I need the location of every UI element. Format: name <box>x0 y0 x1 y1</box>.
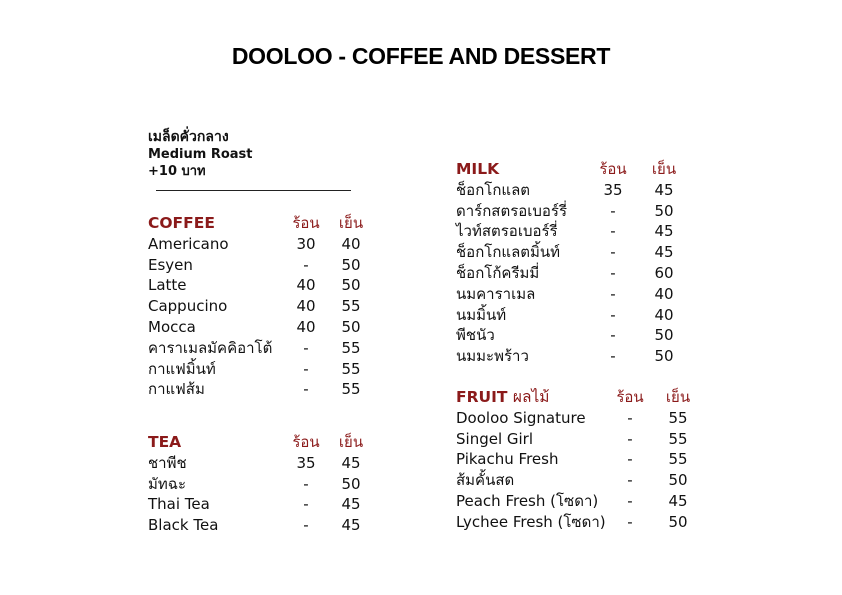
roast-extra-price: +10 บาท <box>148 164 206 179</box>
item-name: ช็อกโกแลต <box>456 180 531 199</box>
item-name: Singel Girl <box>456 429 534 448</box>
item-name: Mocca <box>148 317 196 336</box>
section-title: TEA <box>148 433 182 451</box>
item-name: Americano <box>148 234 229 253</box>
item-name: Pikachu Fresh <box>456 450 559 469</box>
cold-price: 50 <box>341 276 361 295</box>
cold-price: 40 <box>654 305 674 324</box>
hot-price: - <box>303 255 309 274</box>
hot-column-label: ร้อน <box>292 214 320 232</box>
section-title <box>456 387 549 408</box>
hot-price: - <box>627 408 633 427</box>
cold-price: 45 <box>668 491 688 510</box>
hot-price: 35 <box>296 453 316 472</box>
hot-price: - <box>610 243 616 262</box>
item-name: ช็อกโก้ครีมมี่ <box>456 263 540 282</box>
item-name: Latte <box>148 276 187 295</box>
section-title: MILK <box>456 160 500 178</box>
cold-price: 45 <box>341 495 361 514</box>
hot-price: 35 <box>603 180 623 199</box>
cold-price: 60 <box>654 263 674 282</box>
cold-price: 40 <box>654 284 674 303</box>
cold-price: 45 <box>654 243 674 262</box>
hot-price: - <box>610 305 616 324</box>
hot-price: - <box>610 284 616 303</box>
item-name: กาแฟส้ม <box>148 380 205 399</box>
hot-price: 40 <box>296 276 316 295</box>
hot-price: - <box>303 359 309 378</box>
hot-price: - <box>610 347 616 366</box>
section-title-th: ผลไม้ <box>512 388 550 406</box>
hot-price: - <box>627 450 633 469</box>
cold-price: 55 <box>668 408 688 427</box>
hot-column-label: ร้อน <box>292 433 320 451</box>
hot-price: - <box>303 516 309 535</box>
hot-price: - <box>610 326 616 345</box>
hot-column-label: ร้อน <box>599 160 627 178</box>
hot-price: - <box>627 491 633 510</box>
cold-price: 50 <box>654 326 674 345</box>
cold-price: 55 <box>668 429 688 448</box>
section-title: COFFEE <box>148 214 215 232</box>
cold-price: 55 <box>341 359 361 378</box>
hot-price: - <box>627 512 633 531</box>
item-name: คาราเมลมัคคิอาโต้ <box>148 338 273 357</box>
hot-price: - <box>303 380 309 399</box>
hot-price: - <box>610 222 616 241</box>
item-name: ชาพีช <box>148 453 187 472</box>
hot-column-label: ร้อน <box>616 388 644 406</box>
hot-price: - <box>627 471 633 490</box>
hot-price: 40 <box>296 297 316 316</box>
cold-price: 55 <box>341 338 361 357</box>
item-name: Dooloo Signature <box>456 408 586 427</box>
cold-price: 55 <box>341 380 361 399</box>
hot-price: - <box>303 495 309 514</box>
cold-price: 55 <box>668 450 688 469</box>
item-name: Thai Tea <box>148 495 210 514</box>
cold-column-label: เย็น <box>338 214 364 232</box>
item-name: Peach Fresh (โซดา) <box>456 491 599 510</box>
hot-price: - <box>303 338 309 357</box>
item-name: มัทฉะ <box>148 474 187 493</box>
hot-price: - <box>303 474 309 493</box>
item-name: Cappucino <box>148 297 228 316</box>
cold-price: 55 <box>341 297 361 316</box>
item-name: ไวท์สตรอเบอร์รี่ <box>456 222 558 241</box>
divider <box>156 190 351 191</box>
hot-price: - <box>627 429 633 448</box>
item-name: ดาร์กสตรอเบอร์รี่ <box>456 201 568 220</box>
item-name: พีชนัว <box>456 326 495 345</box>
cold-price: 50 <box>668 512 688 531</box>
cold-price: 40 <box>341 234 361 253</box>
cold-price: 45 <box>654 180 674 199</box>
item-name: นมมะพร้าว <box>456 347 529 366</box>
cold-price: 45 <box>341 453 361 472</box>
cold-price: 50 <box>668 471 688 490</box>
cold-price: 45 <box>654 222 674 241</box>
item-name: Lychee Fresh (โซดา) <box>456 512 606 531</box>
cold-price: 50 <box>654 201 674 220</box>
item-name: Black Tea <box>148 516 219 535</box>
item-name: Esyen <box>148 255 193 274</box>
item-name: ช็อกโกแลตมิ้นท์ <box>456 243 561 262</box>
cold-price: 50 <box>341 474 361 493</box>
cold-column-label: เย็น <box>338 433 364 451</box>
item-name: กาแฟมิ้นท์ <box>148 359 216 378</box>
cold-price: 45 <box>341 516 361 535</box>
roast-note <box>148 128 358 191</box>
cold-price: 50 <box>341 255 361 274</box>
hot-price: 40 <box>296 317 316 336</box>
menu-title: DOOLOO - COFFEE AND DESSERT <box>231 43 611 69</box>
roast-thai: เมล็ดคั่วกลาง <box>148 129 229 145</box>
item-name: ส้มคั้นสด <box>456 471 515 490</box>
cold-price: 50 <box>341 317 361 336</box>
cold-price: 50 <box>654 347 674 366</box>
hot-price: - <box>610 201 616 220</box>
roast-english: Medium Roast <box>148 147 253 162</box>
item-name: นมมิ้นท์ <box>456 305 507 324</box>
cold-column-label: เย็น <box>665 388 691 406</box>
item-name: นมคาราเมล <box>456 284 536 303</box>
hot-price: - <box>610 263 616 282</box>
cold-column-label: เย็น <box>651 160 677 178</box>
section-title-en: FRUIT <box>456 388 508 406</box>
hot-price: 30 <box>296 234 316 253</box>
